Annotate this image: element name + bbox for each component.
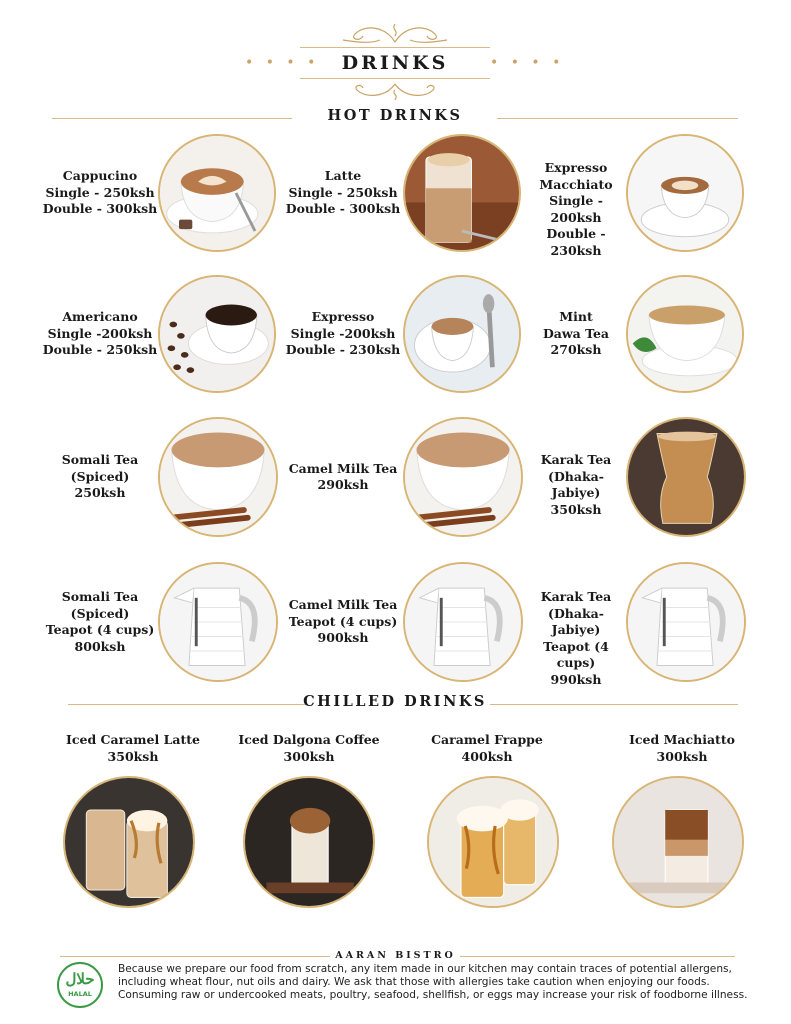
disclaimer-line: including wheat flour, nut oils and dairy. We ask that those with allergies take caution when enjoying our foods. [118, 976, 710, 988]
chilled-drink-label [219, 732, 399, 765]
hot-drink-line: 990ksh [550, 671, 602, 687]
hot-drink-line: Single -200ksh [47, 325, 153, 341]
hot-drink-line: (Dhaka-Jabiye) [548, 605, 604, 637]
halal-text: HALAL [68, 990, 92, 998]
frappe-glass-icon [427, 776, 559, 908]
hot-drink-label [525, 589, 627, 688]
hot-drink-line: Double - 230ksh [546, 226, 606, 258]
hot-drink-label [525, 452, 627, 518]
latte-glass-icon [403, 134, 521, 252]
hot-drink-line: Expresso [544, 160, 608, 175]
hot-drink-line: Double - 250ksh [42, 342, 158, 358]
hot-drink-label [40, 589, 160, 655]
hot-drink-line: Macchiato [539, 176, 613, 192]
hot-drink-line: (Dhaka-Jabiye) [548, 468, 604, 501]
hot-drink-line: Mint [559, 309, 593, 325]
hot-drink-label [40, 309, 160, 359]
chilled-drink-label [592, 732, 772, 765]
hot-drink-line: 350ksh [550, 501, 602, 517]
hot-drink-line: Single - 250ksh [288, 184, 398, 200]
hot-drink-line: 900ksh [317, 630, 369, 646]
footer-brand: AARAN BISTRO [335, 950, 456, 961]
iced-macchiato-glass-icon [612, 776, 744, 908]
chilled-drink-price: 300ksh [656, 748, 708, 764]
hot-drink-line: Expresso [311, 309, 375, 325]
americano-cup-icon [158, 275, 276, 393]
hot-drink-label [40, 452, 160, 502]
hot-drink-label [282, 168, 404, 218]
chilled-drink-price: 350ksh [107, 748, 159, 764]
page-title: DRINKS [341, 52, 449, 74]
karak-glass-icon [626, 417, 746, 537]
hot-drinks-heading: HOT DRINKS [327, 107, 463, 124]
hot-drink-line: 270ksh [550, 342, 602, 358]
top-ornament [325, 20, 465, 46]
teapot-icon [158, 562, 278, 682]
hot-drink-label [525, 309, 627, 359]
hot-drink-line: Camel Milk Tea [288, 597, 398, 613]
hot-drink-line: Latte [324, 168, 362, 184]
hot-drink-line: 290ksh [317, 477, 369, 492]
allergen-disclaimer [118, 963, 758, 1002]
hot-drink-line: Double - 300ksh [42, 201, 158, 217]
hot-drink-line: Cappucino [62, 168, 138, 184]
teapot-icon [403, 562, 523, 682]
chilled-drinks-heading: CHILLED DRINKS [303, 693, 487, 710]
milk-tea-cup-icon [403, 417, 523, 537]
dalgona-glass-icon [243, 776, 375, 908]
hot-drink-line: Americano [62, 309, 138, 325]
milk-tea-cup-icon [158, 417, 278, 537]
hot-drink-line: Dawa Tea [542, 325, 610, 341]
hot-drink-line: Karak Tea [540, 452, 612, 468]
hot-drink-label [282, 309, 404, 359]
espresso-cup-icon [403, 275, 521, 393]
hot-drink-line: 800ksh [74, 638, 126, 654]
hot-drink-line: Somali Tea [61, 452, 139, 468]
macchiato-cup-icon [626, 134, 744, 252]
hot-drink-line: 250ksh [74, 485, 126, 501]
iced-caramel-latte-icon [63, 776, 195, 908]
title-dots-left: • • • • [245, 55, 320, 71]
halal-badge [57, 962, 103, 1008]
disclaimer-line: Because we prepare our food from scratch, any item made in our kitchen may contain traces of potential allergens, [118, 963, 732, 975]
hot-drink-line: Teapot (4 cups) [288, 613, 398, 629]
hot-drink-label [282, 461, 404, 494]
chilled-drink-label [397, 732, 577, 765]
disclaimer-line: Consuming raw or undercooked meats, poultry, seafood, shellfish, or eggs may increase your risk of foodborne illness. [118, 989, 748, 1001]
chilled-drink-name: Iced Machiatto [629, 732, 735, 747]
chilled-drink-price: 300ksh [283, 748, 335, 764]
hot-drink-label [40, 168, 160, 218]
chilled-drink-label [43, 732, 223, 765]
hot-drink-line: Double - 230ksh [285, 342, 401, 358]
chilled-drink-name: Iced Caramel Latte [66, 732, 200, 747]
chilled-drink-name: Caramel Frappe [431, 732, 543, 747]
tea-cup-icon [626, 275, 744, 393]
hot-drink-line: Karak Tea [540, 589, 612, 604]
chilled-drink-price: 400ksh [461, 748, 513, 764]
hot-drink-line: Single - 200ksh [549, 193, 603, 225]
bottom-ornament [335, 80, 455, 102]
hot-drink-line: Teapot (4 cups) [543, 638, 609, 670]
hot-drink-line: Somali Tea [61, 589, 139, 604]
hot-drink-label [525, 160, 627, 259]
cappuccino-cup-icon [158, 134, 276, 252]
teapot-icon [626, 562, 746, 682]
title-dots-right: • • • • [490, 55, 565, 71]
halal-arabic: حلال [65, 970, 95, 988]
hot-drink-line: Single -200ksh [290, 325, 396, 341]
hot-drink-line: Teapot (4 cups) [45, 622, 155, 637]
hot-drink-line: Double - 300ksh [285, 201, 401, 217]
chilled-drink-name: Iced Dalgona Coffee [238, 732, 380, 747]
hot-drink-line: Single - 250ksh [45, 184, 155, 200]
hot-drink-line: Camel Milk Tea [288, 460, 398, 476]
hot-drink-line: (Spiced) [70, 605, 130, 621]
hot-drink-line: (Spiced) [70, 468, 130, 484]
hot-drink-label [282, 597, 404, 647]
